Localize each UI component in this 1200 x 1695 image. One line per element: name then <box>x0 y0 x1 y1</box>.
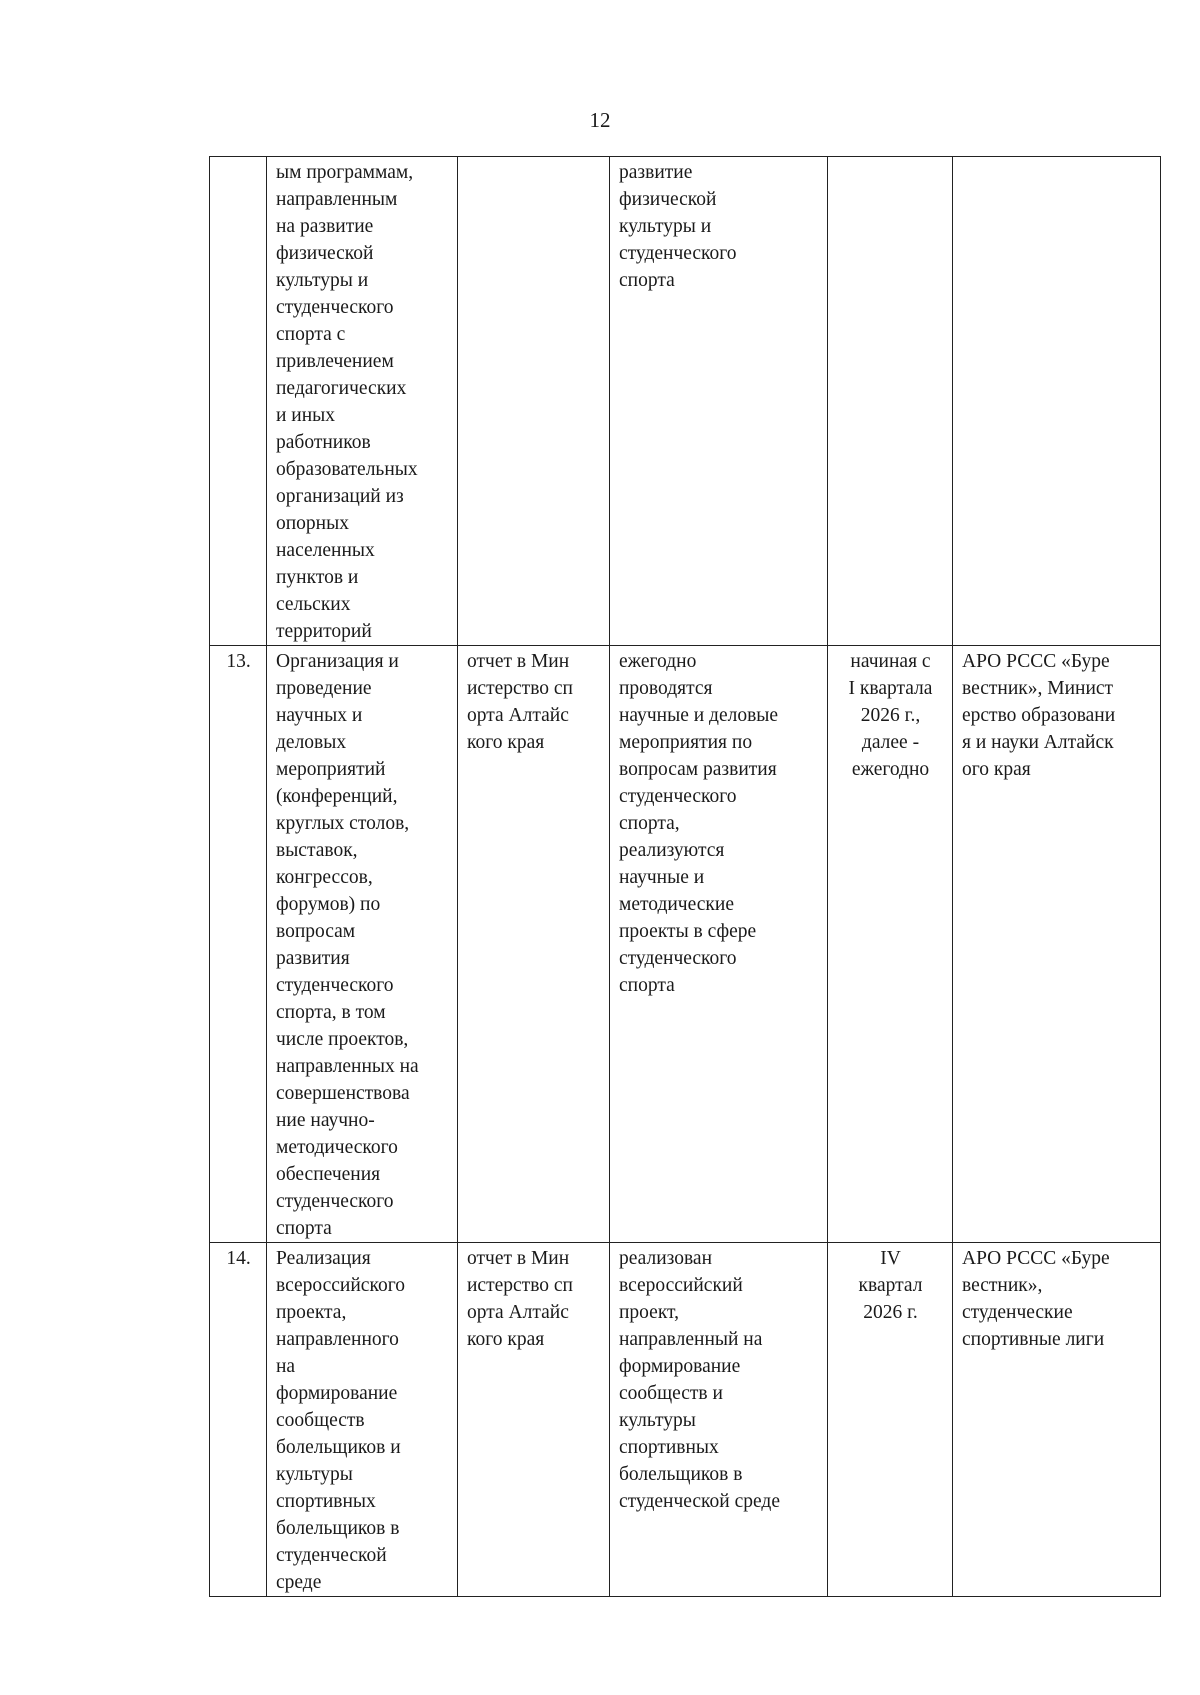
executor-cell <box>953 157 1161 646</box>
document-cell <box>458 157 610 646</box>
item-number-cell: 14. <box>210 1243 267 1597</box>
executor-cell: АРО РССС «Буре вестник», Минист ерство образовани я и науки Алтайск ого края <box>953 646 1161 1243</box>
event-cell: Реализация всероссийского проекта, направленного на формирование сообществ болельщиков и культуры спортивных болельщиков в студенческой среде <box>267 1243 458 1597</box>
table-row-continued <box>210 157 1161 646</box>
page-number: 12 <box>589 108 611 132</box>
event-cell: ым программам, направленным на развитие физической культуры и студенческого спорта с привлечением педагогических и иных работников образовательных организаций из опорных населенных пунктов и сельских территорий <box>267 157 458 646</box>
deadline-cell <box>828 157 953 646</box>
document-cell: отчет в Мин истерство сп орта Алтайс кого края <box>458 1243 610 1597</box>
executor-cell: АРО РССС «Буре вестник», студенческие спортивные лиги <box>953 1243 1161 1597</box>
item-number-cell <box>210 157 267 646</box>
event-cell: Организация и проведение научных и деловых мероприятий (конференций, круглых столов, выставок, конгрессов, форумов) по вопросам развития студенческого спорта, в том числе проектов, направленных на совершенствова ние научно- методического обеспечения студенческого спорта <box>267 646 458 1243</box>
result-cell: ежегодно проводятся научные и деловые мероприятия по вопросам развития студенческого спорта, реализуются научные и методические проекты в сфере студенческого спорта <box>610 646 828 1243</box>
result-cell: развитие физической культуры и студенческого спорта <box>610 157 828 646</box>
table-row-13 <box>210 646 1161 1243</box>
action-plan-table <box>209 156 1161 1597</box>
document-cell: отчет в Мин истерство сп орта Алтайс кого края <box>458 646 610 1243</box>
deadline-cell: IV квартал 2026 г. <box>828 1243 953 1597</box>
table-row-14 <box>210 1243 1161 1597</box>
result-cell: реализован всероссийский проект, направленный на формирование сообществ и культуры спортивных болельщиков в студенческой среде <box>610 1243 828 1597</box>
item-number-cell: 13. <box>210 646 267 1243</box>
deadline-cell: начиная с I квартала 2026 г., далее - ежегодно <box>828 646 953 1243</box>
